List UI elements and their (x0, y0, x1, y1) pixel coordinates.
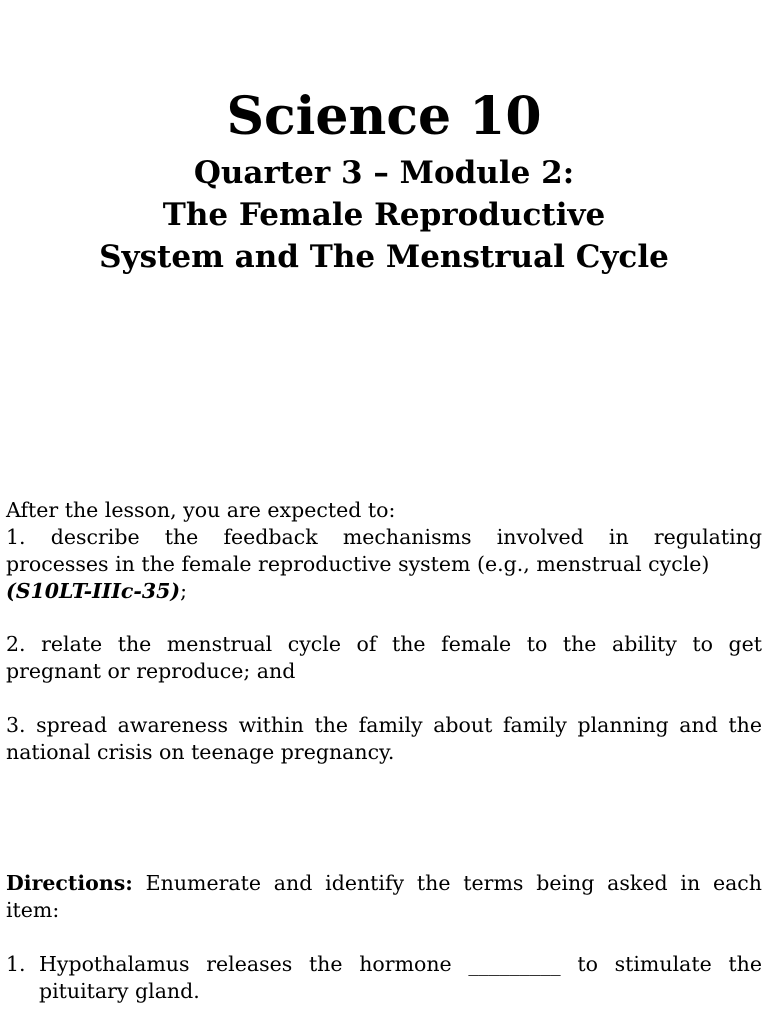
objective-3-line-1: 3. spread awareness within the family about family planning and the (6, 713, 762, 737)
objective-1-line-1: 1. describe the feedback mechanisms involved in regulating (6, 525, 762, 549)
objective-item-3 (6, 712, 762, 766)
subtitle-line-topic-1: The Female Reproductive (162, 197, 606, 233)
directions-line-1 (6, 870, 762, 897)
page-title: Science 10 (226, 86, 542, 147)
directions-label: Directions: (6, 871, 133, 895)
subtitle-line-topic-2: System and The Menstrual Cycle (99, 239, 669, 275)
objective-item-2 (6, 631, 762, 685)
module-subtitle (0, 152, 768, 278)
objective-1-line-2: processes in the female reproductive system (e.g., menstrual cycle) (6, 552, 710, 576)
competency-code: (S10LT-IIIc-35) (6, 579, 181, 603)
competency-code-suffix: ; (180, 579, 188, 603)
directions-line-2: item: (6, 898, 60, 922)
question-item-1 (6, 951, 762, 1005)
question-1-line-2: pituitary gland. (39, 979, 200, 1003)
question-text (39, 951, 762, 1005)
subtitle-line-quarter: Quarter 3 – Module 2: (193, 155, 575, 191)
question-1-line-1: Hypothalamus releases the hormone _________ to stimulate the (39, 952, 762, 976)
objectives-intro: After the lesson, you are expected to: (6, 498, 396, 522)
directions-text: Enumerate and identify the terms being asked in each (132, 871, 762, 895)
directions-block (6, 870, 762, 924)
objective-1-line-3 (6, 578, 762, 605)
objective-3-line-2: national crisis on teenage pregnancy. (6, 740, 395, 764)
objective-2-line-2: pregnant or reproduce; and (6, 659, 296, 683)
objective-2-line-1: 2. relate the menstrual cycle of the female to the ability to get (6, 632, 762, 656)
question-number: 1. (6, 952, 26, 976)
objective-item-1 (6, 524, 762, 605)
